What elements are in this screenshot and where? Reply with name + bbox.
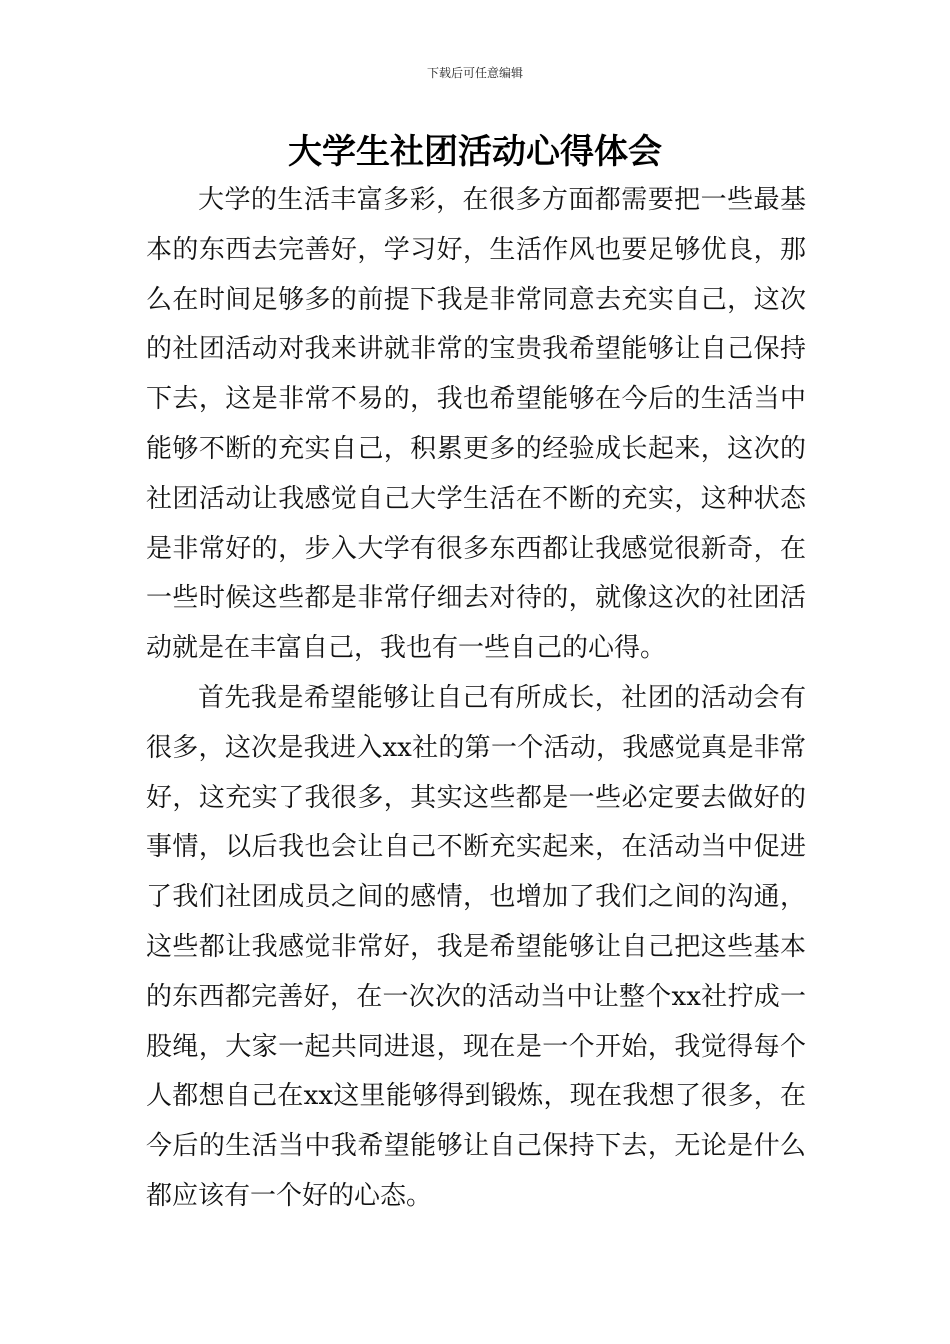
document-body — [146, 176, 806, 1222]
header-note: 下载后可任意编辑 — [426, 66, 523, 80]
paragraph-2: 首先我是希望能够让自己有所成长，社团的活动会有很多，这次是我进入xx社的第一个活动，我感觉真是非常好，这充实了我很多，其实这些都是一些必定要去做好的事情，以后我也会让自己不断充实起来，在活动当中促进了我们社团成员之间的感情，也增加了我们之间的沟通，这些都让我感觉非常好，我是希望能够让自己把这些基本的东西都完善好，在一次次的活动当中让整个xx社拧成一股绳，大家一起共同进退，现在是一个开始，我觉得每个人都想自己在xx这里能够得到锻炼，现在我想了很多，在今后的生活当中我希望能够让自己保持下去，无论是什么都应该有一个好的心态。 — [146, 682, 806, 1211]
document-title: 大学生社团活动心得体会 — [288, 132, 662, 172]
paragraph-1: 大学的生活丰富多彩，在很多方面都需要把一些最基本的东西去完善好，学习好，生活作风也要足够优良，那么在时间足够多的前提下我是非常同意去充实自己，这次的社团活动对我来讲就非常的宝贵我希望能够让自己保持下去，这是非常不易的，我也希望能够在今后的生活当中能够不断的充实自己，积累更多的经验成长起来，这次的社团活动让我感觉自己大学生活在不断的充实，这种状态是非常好的，步入大学有很多东西都让我感觉很新奇，在一些时候这些都是非常仔细去对待的，就像这次的社团活动就是在丰富自己，我也有一些自己的心得。 — [146, 185, 806, 664]
